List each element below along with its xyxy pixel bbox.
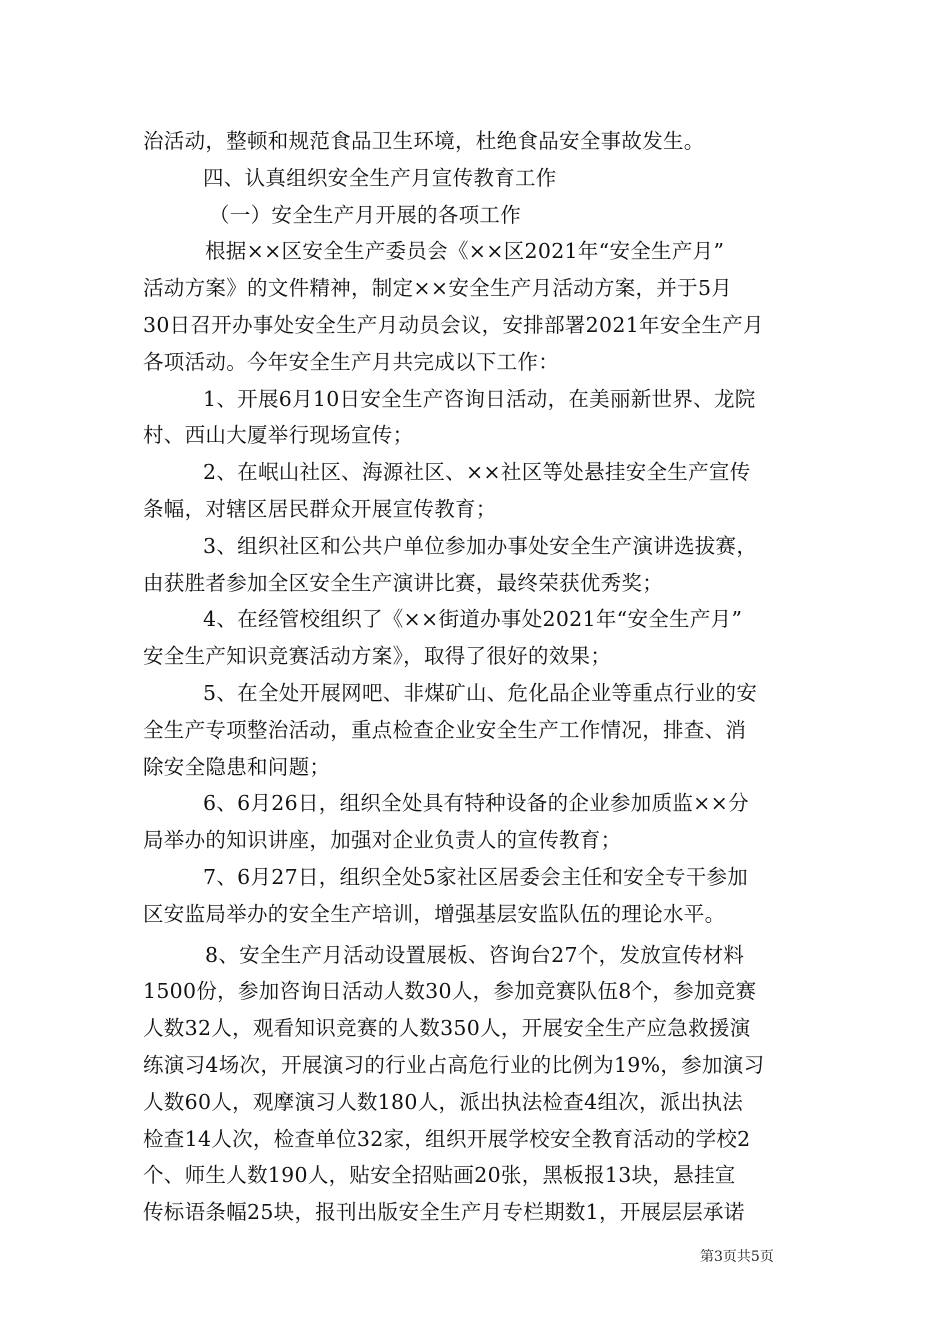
- list-item-line: 4、在经管校组织了《××街道办事处2021年“安全生产月”: [203, 607, 743, 632]
- page-number: 第3页共5页: [700, 1249, 774, 1265]
- list-item-line: 7、6月27日，组织全处5家社区居委会主任和安全专干参加: [203, 864, 749, 889]
- list-item-line: 个、师生人数190人，贴安全招贴画20张，黑板报13块，悬挂宣: [143, 1163, 736, 1188]
- list-item-line: 传标语条幅25块，报刊出版安全生产月专栏期数1，开展层层承诺: [143, 1200, 745, 1225]
- list-item-line: 6、6月26日，组织全处具有特种设备的企业参加质监××分: [203, 791, 749, 816]
- list-item-line: 条幅，对辖区居民群众开展宣传教育；: [143, 496, 497, 521]
- list-item-line: 局举办的知识讲座，加强对企业负责人的宣传教育；: [143, 828, 622, 853]
- list-item-line: 检查14人次，检查单位32家，组织开展学校安全教育活动的学校2: [143, 1126, 751, 1151]
- list-item-line: 3、组织社区和公共户单位参加办事处安全生产演讲选拔赛，: [203, 533, 758, 558]
- list-item-line: 练演习4场次，开展演习的行业占高危行业的比例为19%，参加演习: [143, 1052, 765, 1077]
- paragraph-line: 各项活动。今年安全生产月共完成以下工作：: [143, 349, 559, 374]
- paragraph-line: 活动方案》的文件精神，制定××安全生产月活动方案，并于5月: [143, 276, 733, 301]
- list-item-line: 1500份，参加咨询日活动人数30人，参加竞赛队伍8个，参加竞赛: [143, 979, 757, 1004]
- paragraph-line: 治活动，整顿和规范食品卫生环境，杜绝食品安全事故发生。: [143, 129, 705, 153]
- subsection-heading: （一）安全生产月开展的各项工作: [209, 202, 521, 227]
- list-item-line: 全生产专项整治活动，重点检查企业安全生产工作情况，排查、消: [143, 717, 747, 742]
- list-item-line: 1、开展6月10日安全生产咨询日活动，在美丽新世界、龙院: [203, 386, 756, 411]
- paragraph-line: 根据××区安全生产委员会《××区2021年“安全生产月”: [205, 239, 725, 264]
- list-item-line: 安全生产知识竞赛活动方案》，取得了很好的效果；: [143, 644, 612, 669]
- paragraph-line: 30日召开办事处安全生产月动员会议，安排部署2021年安全生产月: [143, 312, 764, 337]
- list-item-line: 村、西山大厦举行现场宣传；: [143, 423, 414, 448]
- list-item-line: 除安全隐患和问题；: [143, 754, 331, 779]
- document-body: [143, 123, 808, 1231]
- list-item-line: 由获胜者参加全区安全生产演讲比赛，最终荣获优秀奖；: [143, 570, 663, 595]
- section-heading: 四、认真组织安全生产月宣传教育工作: [203, 165, 557, 190]
- list-item-line: 8、安全生产月活动设置展板、咨询台27个，发放宣传材料: [205, 942, 745, 967]
- list-item-line: 人数32人，观看知识竞赛的人数350人，开展安全生产应急救援演: [143, 1016, 751, 1041]
- list-item-line: 区安监局举办的安全生产培训，增强基层安监队伍的理论水平。: [143, 901, 726, 926]
- list-item-line: 人数60人，观摩演习人数180人，派出执法检查4组次，派出执法: [143, 1089, 744, 1114]
- list-item-line: 5、在全处开展网吧、非煤矿山、危化品企业等重点行业的安: [203, 680, 758, 705]
- list-item-line: 2、在岷山社区、海源社区、××社区等处悬挂安全生产宣传: [203, 460, 751, 485]
